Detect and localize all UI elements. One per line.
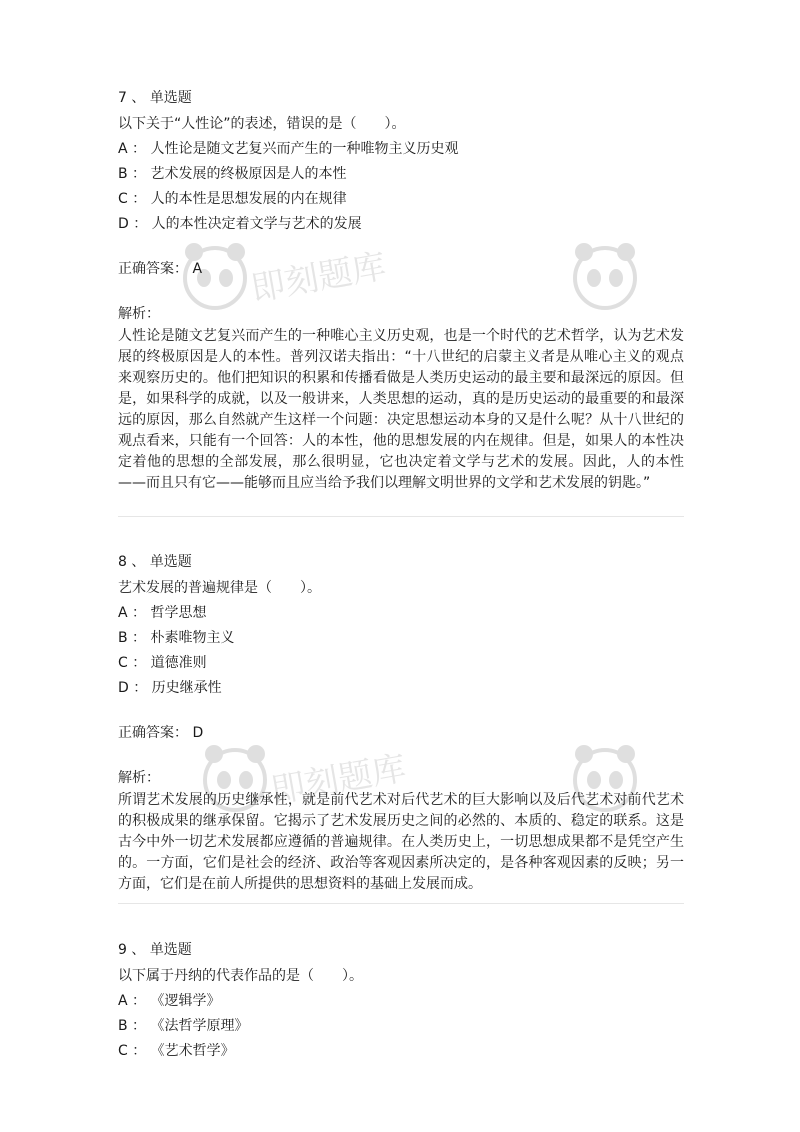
option-d: D ： 人的本性决定着文学与艺术的发展 bbox=[118, 216, 362, 232]
question-header bbox=[118, 940, 684, 960]
question-stem: 以下属于丹纳的代表作品的是（ ）。 bbox=[118, 968, 363, 984]
divider bbox=[118, 516, 684, 517]
correct-answer: 正确答案： A bbox=[118, 261, 203, 277]
question-8 bbox=[118, 552, 684, 895]
question-type: 单选题 bbox=[149, 942, 192, 958]
option-c: C ： 《艺术哲学》 bbox=[118, 1043, 235, 1059]
option-d: D ： 历史继承性 bbox=[118, 680, 222, 696]
watermark-text: 即刻题库 bbox=[268, 748, 410, 812]
option-b: B ： 朴素唯物主义 bbox=[118, 630, 235, 646]
question-type: 单选题 bbox=[149, 90, 192, 106]
analysis-text: 所谓艺术发展的历史继承性，就是前代艺术对后代艺术的巨大影响以及后代艺术对前代艺术的积极成果的继承保留。它揭示了艺术发展历史之间的必然的、本质的、稳定的联系。这是古今中外一切艺术发展都应遵循的普遍规律。在人类历史上，一切思想成果都不是凭空产生的。一方面，它们是社会的经济、政治等客观因素所决定的，是各种客观因素的反映；另一方面，它们是在前人所提供的思想资料的基础上发展而成。 bbox=[118, 792, 684, 892]
question-7 bbox=[118, 88, 684, 494]
option-a: A ： 《逻辑学》 bbox=[118, 993, 221, 1009]
analysis-label: 解析： bbox=[118, 306, 160, 322]
question-header bbox=[118, 552, 684, 572]
question-stem: 艺术发展的普遍规律是（ ）。 bbox=[118, 580, 321, 596]
question-number: 8 、 bbox=[118, 554, 146, 570]
analysis-label: 解析： bbox=[118, 770, 160, 786]
correct-answer: 正确答案： D bbox=[118, 725, 204, 741]
question-type: 单选题 bbox=[149, 554, 192, 570]
option-c: C ： 道德准则 bbox=[118, 655, 207, 671]
question-9 bbox=[118, 940, 684, 1061]
watermark-text: 即刻题库 bbox=[248, 246, 390, 310]
question-number: 7 、 bbox=[118, 90, 146, 106]
option-a: A ： 哲学思想 bbox=[118, 605, 207, 621]
option-a: A ： 人性论是随文艺复兴而产生的一种唯物主义历史观 bbox=[118, 141, 459, 157]
question-stem: 以下关于“人性论”的表述，错误的是（ ）。 bbox=[118, 116, 406, 132]
option-b: B ： 艺术发展的终极原因是人的本性 bbox=[118, 166, 347, 182]
divider bbox=[118, 903, 684, 904]
question-header bbox=[118, 88, 684, 108]
option-c: C ： 人的本性是思想发展的内在规律 bbox=[118, 191, 347, 207]
question-number: 9 、 bbox=[118, 942, 146, 958]
analysis-text: 人性论是随文艺复兴而产生的一种唯心主义历史观，也是一个时代的艺术哲学，认为艺术发展的终极原因是人的本性。普列汉诺夫指出：“十八世纪的启蒙主义者是从唯心主义的观点来观察历史的。他们把知识的积累和传播看做是人类历史运动的最主要和最深远的原因。但是，如果科学的成就，以及一般讲来，人类思想的运动，真的是历史运动的最重要的和最深远的原因，那么自然就产生这样一个问题：决定思想运动本身的又是什么呢？从十八世纪的观点看来，只能有一个回答：人的本性，他的思想发展的内在规律。但是，如果人的本性决定着他的思想的全部发展，那么很明显，它也决定着文学与艺术的发展。因此，人的本性——而且只有它——能够而且应当给予我们以理解文明世界的文学和艺术发展的钥匙。” bbox=[118, 328, 684, 491]
option-b: B ： 《法哲学原理》 bbox=[118, 1018, 249, 1034]
